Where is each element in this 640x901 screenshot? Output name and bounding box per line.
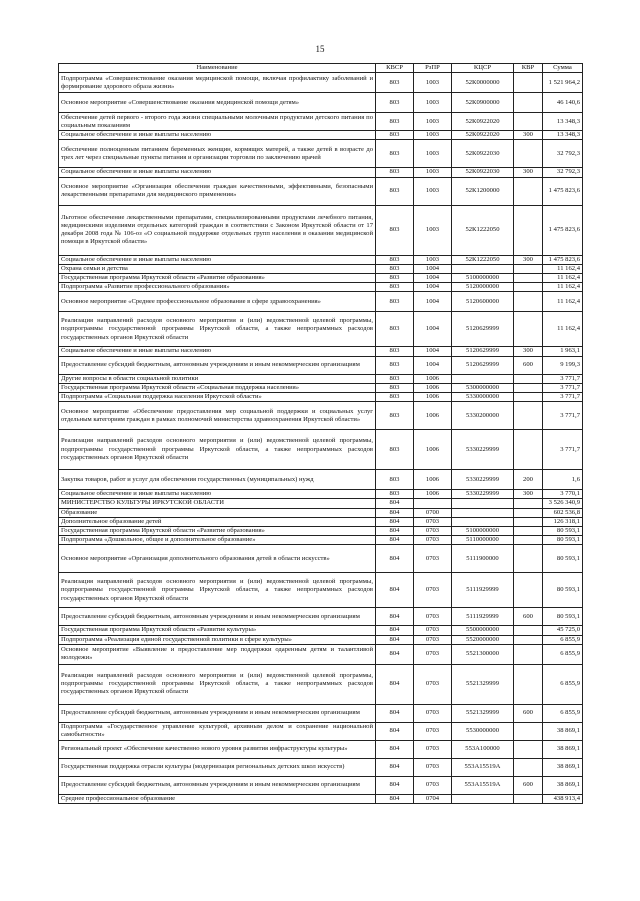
cell-name: Социальное обеспечение и иные выплаты населению (59, 490, 376, 499)
cell-kvsr: 804 (376, 704, 414, 722)
table-row (59, 374, 583, 383)
cell-sum: 11 162,4 (543, 274, 583, 283)
cell-kcsr: 5330229999 (452, 490, 514, 499)
cell-sum: 3 771,7 (543, 402, 583, 430)
cell-name: Подпрограмма «Дошкольное, общее и дополнительное образование» (59, 536, 376, 545)
cell-kvr: 600 (514, 704, 543, 722)
table-row (59, 292, 583, 312)
cell-kcsr (452, 374, 514, 383)
cell-rzpr: 1006 (414, 374, 452, 383)
cell-name: Предоставление субсидий бюджетным, автономным учреждениям и иным некоммерческим организациям (59, 704, 376, 722)
table-row (59, 573, 583, 608)
cell-kcsr: 5100000000 (452, 527, 514, 536)
cell-kvr (514, 264, 543, 273)
cell-name: Основное мероприятие «Организация обеспечения граждан качественными, эффективными, безопасными лекарственными препаратами для медицинского применения» (59, 177, 376, 205)
cell-name: Социальное обеспечение и иные выплаты населению (59, 131, 376, 140)
cell-kvr: 300 (514, 168, 543, 177)
cell-kvr (514, 430, 543, 470)
cell-sum: 6 855,9 (543, 664, 583, 704)
cell-kcsr: 52К1222050 (452, 255, 514, 264)
cell-rzpr: 0704 (414, 794, 452, 803)
table-row (59, 776, 583, 794)
table-row (59, 283, 583, 292)
cell-kvsr: 803 (376, 490, 414, 499)
cell-rzpr: 1003 (414, 113, 452, 131)
cell-kvsr: 803 (376, 283, 414, 292)
cell-kvsr: 803 (376, 430, 414, 470)
cell-sum: 11 162,4 (543, 292, 583, 312)
cell-kvsr: 803 (376, 113, 414, 131)
cell-kcsr: 5120629999 (452, 312, 514, 347)
cell-kvr (514, 664, 543, 704)
cell-sum: 1,6 (543, 470, 583, 490)
cell-sum: 3 771,7 (543, 393, 583, 402)
cell-kcsr: 5330200000 (452, 402, 514, 430)
table-row (59, 517, 583, 526)
cell-kvr (514, 113, 543, 131)
cell-kvr (514, 205, 543, 255)
cell-kvr: 300 (514, 490, 543, 499)
table-row (59, 508, 583, 517)
cell-name: Подпрограмма «Развитие профессионального образования» (59, 283, 376, 292)
cell-rzpr: 0703 (414, 536, 452, 545)
cell-kcsr: 5110000000 (452, 536, 514, 545)
cell-kvr (514, 274, 543, 283)
cell-sum: 38 869,1 (543, 758, 583, 776)
cell-kvr: 300 (514, 131, 543, 140)
cell-kcsr: 5120600000 (452, 292, 514, 312)
cell-kvsr: 803 (376, 168, 414, 177)
cell-kcsr (452, 264, 514, 273)
cell-name: Основное мероприятие «Среднее профессиональное образование в сфере здравоохранения» (59, 292, 376, 312)
cell-kvsr: 803 (376, 131, 414, 140)
cell-kvr (514, 536, 543, 545)
cell-sum: 11 162,4 (543, 312, 583, 347)
table-row (59, 264, 583, 273)
cell-rzpr: 0703 (414, 626, 452, 635)
cell-name: Основное мероприятие «Совершенствование оказания медицинской помощи детям» (59, 93, 376, 113)
cell-kvsr: 803 (376, 177, 414, 205)
cell-sum: 3 526 340,9 (543, 499, 583, 508)
cell-kvsr: 803 (376, 205, 414, 255)
cell-rzpr: 1004 (414, 312, 452, 347)
cell-rzpr: 1006 (414, 470, 452, 490)
table-row (59, 168, 583, 177)
table-row (59, 527, 583, 536)
cell-sum: 438 913,4 (543, 794, 583, 803)
cell-kvr: 600 (514, 608, 543, 626)
table-row (59, 430, 583, 470)
header-kvr: КВР (514, 64, 543, 73)
table-row (59, 704, 583, 722)
cell-rzpr: 1003 (414, 205, 452, 255)
cell-sum: 13 348,3 (543, 113, 583, 131)
cell-name: Основное мероприятие «Организация дополнительного образования детей в области искусств» (59, 545, 376, 573)
cell-kvsr: 803 (376, 274, 414, 283)
cell-kcsr: 5330229999 (452, 430, 514, 470)
cell-kvsr: 804 (376, 740, 414, 758)
cell-name: Закупка товаров, работ и услуг для обеспечения государственных (муниципальных) нужд (59, 470, 376, 490)
cell-name: Социальное обеспечение и иные выплаты населению (59, 168, 376, 177)
cell-rzpr: 1004 (414, 292, 452, 312)
page-number: 15 (315, 44, 325, 54)
cell-kvr (514, 177, 543, 205)
cell-name: Подпрограмма «Государственное управление культурой, архивным делом и сохранение национальной самобытности» (59, 722, 376, 740)
table-row (59, 664, 583, 704)
cell-name: Обеспечение полноценным питанием беременных женщин, кормящих матерей, а также детей в возрасте до трех лет через специальные пункты питания и организации торговли по заключению врачей (59, 140, 376, 168)
cell-sum: 80 593,1 (543, 527, 583, 536)
cell-kvsr: 803 (376, 393, 414, 402)
cell-kvr: 300 (514, 255, 543, 264)
table-row (59, 177, 583, 205)
cell-kvr (514, 722, 543, 740)
cell-name: Основное мероприятие «Выявление и предоставление мер поддержки одаренным детям и талантливой молодежи» (59, 644, 376, 664)
cell-kvr (514, 626, 543, 635)
cell-kvsr: 804 (376, 508, 414, 517)
cell-kvsr: 804 (376, 794, 414, 803)
cell-sum: 602 536,8 (543, 508, 583, 517)
cell-kcsr (452, 794, 514, 803)
cell-kvr (514, 312, 543, 347)
cell-rzpr: 1003 (414, 177, 452, 205)
cell-sum: 1 475 823,6 (543, 177, 583, 205)
cell-kvsr: 803 (376, 356, 414, 374)
cell-kvr (514, 140, 543, 168)
table-row (59, 255, 583, 264)
cell-kvsr: 804 (376, 664, 414, 704)
cell-name: Государственная программа Иркутской области «Развитие культуры» (59, 626, 376, 635)
cell-kvr (514, 517, 543, 526)
cell-rzpr: 0703 (414, 776, 452, 794)
cell-kcsr (452, 517, 514, 526)
cell-rzpr (414, 499, 452, 508)
cell-kcsr: 52К1200000 (452, 177, 514, 205)
cell-rzpr: 1006 (414, 430, 452, 470)
table-row (59, 794, 583, 803)
cell-kcsr: 5330229999 (452, 470, 514, 490)
table-row (59, 758, 583, 776)
cell-kvr (514, 393, 543, 402)
table-header-row (59, 64, 583, 73)
cell-kcsr: 5521329999 (452, 704, 514, 722)
cell-name: Государственная поддержка отрасли культуры (модернизация региональных детских школ искусств) (59, 758, 376, 776)
cell-kvsr: 803 (376, 347, 414, 356)
cell-name: Реализация направлений расходов основного мероприятия и (или) ведомственной целевой программы, подпрограммы государственной программы Иркутской области, а также непрограммных расходов государственных органов Иркутской области (59, 312, 376, 347)
cell-kcsr: 553А15519А (452, 776, 514, 794)
cell-sum: 3 771,7 (543, 374, 583, 383)
table-row (59, 274, 583, 283)
cell-rzpr: 1006 (414, 383, 452, 392)
cell-kcsr: 5111929999 (452, 608, 514, 626)
cell-rzpr: 1003 (414, 73, 452, 93)
cell-kvr (514, 794, 543, 803)
cell-kvsr: 804 (376, 776, 414, 794)
cell-rzpr: 0703 (414, 722, 452, 740)
cell-name: Охрана семьи и детства (59, 264, 376, 273)
cell-rzpr: 1004 (414, 356, 452, 374)
table-row (59, 113, 583, 131)
cell-name: Подпрограмма «Реализация единой государственной политики в сфере культуры» (59, 635, 376, 644)
cell-sum: 38 869,1 (543, 776, 583, 794)
header-kcsr: КЦСР (452, 64, 514, 73)
cell-sum: 1 475 823,6 (543, 255, 583, 264)
cell-kvr: 600 (514, 356, 543, 374)
cell-kcsr: 5120629999 (452, 356, 514, 374)
table-row (59, 722, 583, 740)
cell-sum: 38 869,1 (543, 722, 583, 740)
cell-rzpr: 1003 (414, 140, 452, 168)
cell-sum: 38 869,1 (543, 740, 583, 758)
cell-kvr (514, 93, 543, 113)
cell-kvr (514, 283, 543, 292)
cell-sum: 46 140,6 (543, 93, 583, 113)
cell-kvr (514, 644, 543, 664)
header-name: Наименование (59, 64, 376, 73)
cell-sum: 32 792,3 (543, 140, 583, 168)
cell-kcsr (452, 508, 514, 517)
cell-kvr (514, 292, 543, 312)
cell-kcsr: 52К0922030 (452, 140, 514, 168)
table-row (59, 140, 583, 168)
cell-kcsr: 5120000000 (452, 283, 514, 292)
cell-name: Социальное обеспечение и иные выплаты населению (59, 255, 376, 264)
budget-table (58, 63, 583, 804)
table-row (59, 644, 583, 664)
header-kvsr: КВСР (376, 64, 414, 73)
cell-kcsr: 5300000000 (452, 383, 514, 392)
header-sum: Сумма (543, 64, 583, 73)
header-rzpr: РзПР (414, 64, 452, 73)
cell-rzpr: 1006 (414, 402, 452, 430)
cell-rzpr: 0703 (414, 517, 452, 526)
cell-rzpr: 1003 (414, 131, 452, 140)
table-row (59, 608, 583, 626)
cell-sum: 1 475 823,6 (543, 205, 583, 255)
cell-kcsr: 52К0900000 (452, 93, 514, 113)
cell-rzpr: 0703 (414, 545, 452, 573)
cell-kcsr: 5120629999 (452, 347, 514, 356)
cell-kvsr: 803 (376, 292, 414, 312)
table-row (59, 545, 583, 573)
cell-kvsr: 804 (376, 517, 414, 526)
cell-kvsr: 804 (376, 644, 414, 664)
cell-rzpr: 0703 (414, 573, 452, 608)
cell-name: Государственная программа Иркутской области «Социальная поддержка населения» (59, 383, 376, 392)
cell-rzpr: 1004 (414, 283, 452, 292)
cell-kvr: 600 (514, 776, 543, 794)
cell-rzpr: 1003 (414, 168, 452, 177)
cell-kcsr: 5521300000 (452, 644, 514, 664)
cell-name: Среднее профессиональное образование (59, 794, 376, 803)
cell-kvsr: 803 (376, 402, 414, 430)
cell-sum: 3 770,1 (543, 490, 583, 499)
cell-sum: 45 725,0 (543, 626, 583, 635)
table-row (59, 490, 583, 499)
cell-kvsr: 804 (376, 722, 414, 740)
cell-kvsr: 804 (376, 545, 414, 573)
cell-kvr (514, 73, 543, 93)
cell-sum: 80 593,1 (543, 545, 583, 573)
cell-name: Другие вопросы в области социальной политики (59, 374, 376, 383)
cell-name: Предоставление субсидий бюджетным, автономным учреждениям и иным некоммерческим организациям (59, 608, 376, 626)
cell-name: Предоставление субсидий бюджетным, автономным учреждениям и иным некоммерческим организациям (59, 776, 376, 794)
cell-kvsr: 804 (376, 758, 414, 776)
cell-kcsr (452, 499, 514, 508)
cell-kvr (514, 499, 543, 508)
cell-rzpr: 0700 (414, 508, 452, 517)
cell-kvsr: 804 (376, 626, 414, 635)
cell-name: Предоставление субсидий бюджетным, автономным учреждениям и иным некоммерческим организациям (59, 356, 376, 374)
cell-rzpr: 0703 (414, 608, 452, 626)
table-row (59, 93, 583, 113)
cell-kvr: 300 (514, 347, 543, 356)
cell-rzpr: 0703 (414, 635, 452, 644)
table-row (59, 536, 583, 545)
cell-sum: 6 855,9 (543, 644, 583, 664)
table-row (59, 383, 583, 392)
cell-rzpr: 0703 (414, 740, 452, 758)
cell-kvsr: 803 (376, 255, 414, 264)
cell-sum: 32 792,3 (543, 168, 583, 177)
table-row (59, 356, 583, 374)
cell-rzpr: 0703 (414, 758, 452, 776)
cell-sum: 80 593,1 (543, 536, 583, 545)
table-row (59, 470, 583, 490)
cell-kcsr: 52К1222050 (452, 205, 514, 255)
cell-kcsr: 52К0922020 (452, 113, 514, 131)
cell-name: Образование (59, 508, 376, 517)
cell-kcsr: 52К0922030 (452, 168, 514, 177)
cell-sum: 80 593,1 (543, 608, 583, 626)
cell-kvsr: 804 (376, 499, 414, 508)
cell-sum: 13 348,3 (543, 131, 583, 140)
cell-kvr (514, 573, 543, 608)
cell-rzpr: 0703 (414, 664, 452, 704)
cell-kcsr: 5111929999 (452, 573, 514, 608)
cell-name: Реализация направлений расходов основного мероприятия и (или) ведомственной целевой программы, подпрограммы государственной программы Иркутской области, а также непрограммных расходов государственных органов Иркутской области (59, 430, 376, 470)
cell-kcsr: 5520000000 (452, 635, 514, 644)
cell-kcsr: 5500000000 (452, 626, 514, 635)
cell-rzpr: 0703 (414, 644, 452, 664)
cell-kvsr: 803 (376, 264, 414, 273)
cell-rzpr: 1003 (414, 93, 452, 113)
cell-kvsr: 803 (376, 93, 414, 113)
cell-name: Государственная программа Иркутской области «Развитие образования» (59, 274, 376, 283)
table-row (59, 205, 583, 255)
cell-kvr (514, 383, 543, 392)
cell-kcsr: 52К0922020 (452, 131, 514, 140)
cell-kvr: 200 (514, 470, 543, 490)
cell-kvr (514, 508, 543, 517)
cell-kvr (514, 758, 543, 776)
cell-kvsr: 803 (376, 383, 414, 392)
table-row (59, 393, 583, 402)
cell-kvr (514, 527, 543, 536)
cell-name: Дополнительное образование детей (59, 517, 376, 526)
cell-kcsr: 5330000000 (452, 393, 514, 402)
table-row (59, 499, 583, 508)
cell-name: Реализация направлений расходов основного мероприятия и (или) ведомственной целевой программы, подпрограммы государственной программы Иркутской области, а также непрограммных расходов государственных органов Иркутской области (59, 573, 376, 608)
cell-name: Реализация направлений расходов основного мероприятия и (или) ведомственной целевой программы, подпрограммы государственной программы Иркутской области, а также непрограммных расходов государственных органов Иркутской области (59, 664, 376, 704)
cell-kvsr: 803 (376, 140, 414, 168)
cell-sum: 6 855,9 (543, 704, 583, 722)
cell-kcsr: 5521329999 (452, 664, 514, 704)
cell-name: Основное мероприятие «Обеспечение предоставления мер социальной поддержки и социальных услуг отдельным категориям граждан в рамках полномочий министерства здравоохранения Иркутской области» (59, 402, 376, 430)
cell-kcsr: 52К0000000 (452, 73, 514, 93)
table-row (59, 740, 583, 758)
cell-sum: 126 318,1 (543, 517, 583, 526)
cell-kvr (514, 740, 543, 758)
cell-kvsr: 804 (376, 635, 414, 644)
cell-kvr (514, 545, 543, 573)
cell-rzpr: 1003 (414, 255, 452, 264)
table-row (59, 347, 583, 356)
cell-name: Подпрограмма «Социальная поддержка населения Иркутской области» (59, 393, 376, 402)
cell-rzpr: 0703 (414, 704, 452, 722)
cell-name: Социальное обеспечение и иные выплаты населению (59, 347, 376, 356)
cell-kvsr: 804 (376, 573, 414, 608)
cell-kvsr: 803 (376, 312, 414, 347)
table-row (59, 312, 583, 347)
cell-kvsr: 803 (376, 374, 414, 383)
cell-rzpr: 1004 (414, 347, 452, 356)
cell-name: МИНИСТЕРСТВО КУЛЬТУРЫ ИРКУТСКОЙ ОБЛАСТИ (59, 499, 376, 508)
cell-sum: 3 771,7 (543, 383, 583, 392)
cell-kcsr: 5111900000 (452, 545, 514, 573)
cell-sum: 80 593,1 (543, 573, 583, 608)
cell-name: Подпрограмма «Совершенствование оказания медицинской помощи, включая профилактику заболеваний и формирование здорового образа жизни» (59, 73, 376, 93)
cell-kvr (514, 635, 543, 644)
cell-kcsr: 553А15519А (452, 758, 514, 776)
table-row (59, 73, 583, 93)
cell-name: Государственная программа Иркутской области «Развитие образования» (59, 527, 376, 536)
cell-rzpr: 1006 (414, 490, 452, 499)
table-row (59, 402, 583, 430)
cell-kcsr: 553А100000 (452, 740, 514, 758)
cell-kcsr: 5530000000 (452, 722, 514, 740)
cell-rzpr: 1004 (414, 264, 452, 273)
table-row (59, 131, 583, 140)
cell-sum: 11 162,4 (543, 283, 583, 292)
table-row (59, 635, 583, 644)
cell-name: Льготное обеспечение лекарственными препаратами, специализированными продуктами лечебного питания, медицинскими изделиями отдельных категорий граждан в соответствии с Законом Иркутской области от 17 декабря 2008 года № 106-оз «О социальной поддержке отдельных групп населения в оказании медицинской помощи в Иркутской области» (59, 205, 376, 255)
cell-sum: 6 855,9 (543, 635, 583, 644)
cell-sum: 3 771,7 (543, 430, 583, 470)
cell-kvsr: 804 (376, 608, 414, 626)
cell-kvsr: 803 (376, 470, 414, 490)
cell-kvsr: 803 (376, 73, 414, 93)
cell-sum: 1 521 964,2 (543, 73, 583, 93)
cell-sum: 11 162,4 (543, 264, 583, 273)
cell-rzpr: 1004 (414, 274, 452, 283)
cell-sum: 9 199,3 (543, 356, 583, 374)
cell-kvsr: 804 (376, 536, 414, 545)
cell-sum: 1 963,1 (543, 347, 583, 356)
cell-kvsr: 804 (376, 527, 414, 536)
cell-kvr (514, 374, 543, 383)
cell-rzpr: 0703 (414, 527, 452, 536)
cell-name: Региональный проект «Обеспечение качественно нового уровня развития инфраструктуры культуры» (59, 740, 376, 758)
table-row (59, 626, 583, 635)
cell-kcsr: 5100000000 (452, 274, 514, 283)
cell-kvr (514, 402, 543, 430)
cell-name: Обеспечение детей первого - второго года жизни специальными молочными продуктами детского питания по социальным показаниям (59, 113, 376, 131)
cell-rzpr: 1006 (414, 393, 452, 402)
